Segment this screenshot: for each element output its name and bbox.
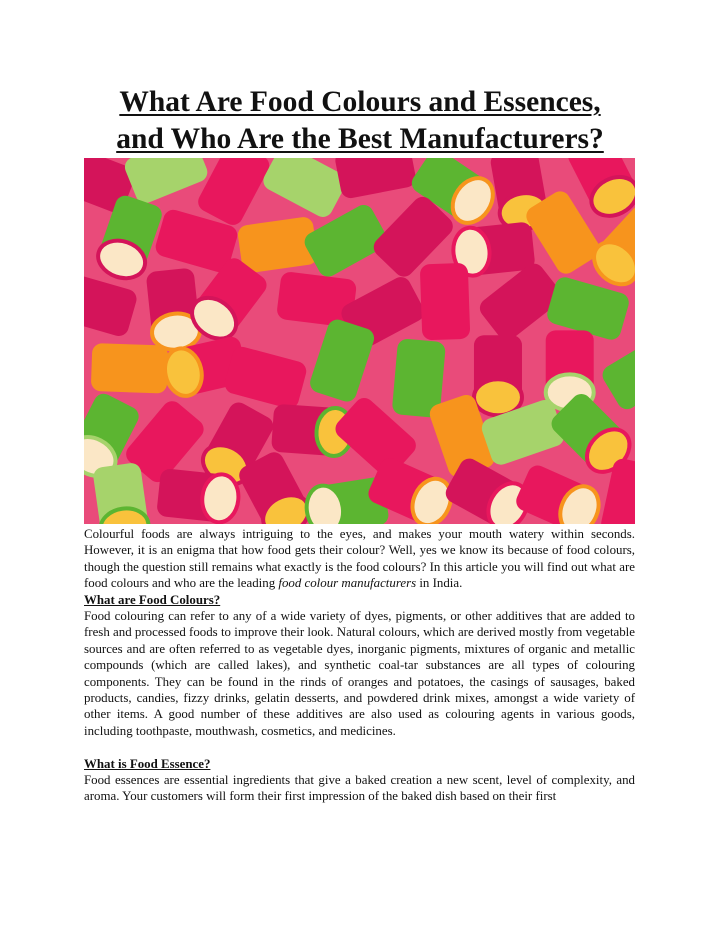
section-heading-food-essence: What is Food Essence? xyxy=(84,756,211,771)
candy-photo xyxy=(84,158,635,524)
food-colour-manufacturers-emphasis: food colour manufacturers xyxy=(278,576,417,591)
food-essence-paragraph: Food essences are essential ingredients that give a baked creation a new scent, level of complexity, and aroma. Your customers will form their first impression of the baked dish based on their first xyxy=(84,773,635,804)
page-title-line-1: What Are Food Colours and Essences, xyxy=(119,86,601,118)
candy-piece xyxy=(91,343,169,394)
page-title xyxy=(84,84,636,158)
article-body xyxy=(84,526,635,805)
food-colours-paragraph: Food colouring can refer to any of a wide variety of dyes, pigments, or other additives that are added to fresh and processed foods to improve their look. Natural colours, which are derived mostly from vegetable sources and are often referred to as vegetable dyes, inorganic pigments, mixtures of organic and metallic compounds (which are called lakes), and synthetic coal-tar substances are all types of colouring components. They can be found in the rinds of oranges and potatoes, the casings of sausages, baked products, candies, fizzy drinks, gelatin desserts, and powdered drink mixes, amongst a wide variety of other items. A good number of these additives are also used as colouring agents in various goods, including toothpaste, mouthwash, cosmetics, and medicines. xyxy=(84,609,635,738)
section-heading-food-colours: What are Food Colours? xyxy=(84,592,221,607)
intro-paragraph: Colourful foods are always intriguing to the eyes, and makes your mouth watery within seconds. However, it is an enigma that how food gets their colour? Well, yes we know its because of food colours, though the question still remains what exactly is the food colours? In this article you will find out what are food colours and who are the leading food colour manufacturers in India. xyxy=(84,527,635,591)
candy-piece xyxy=(420,263,471,341)
paragraph-gap xyxy=(84,739,635,755)
page-title-line-2: and Who Are the Best Manufacturers? xyxy=(116,123,604,155)
